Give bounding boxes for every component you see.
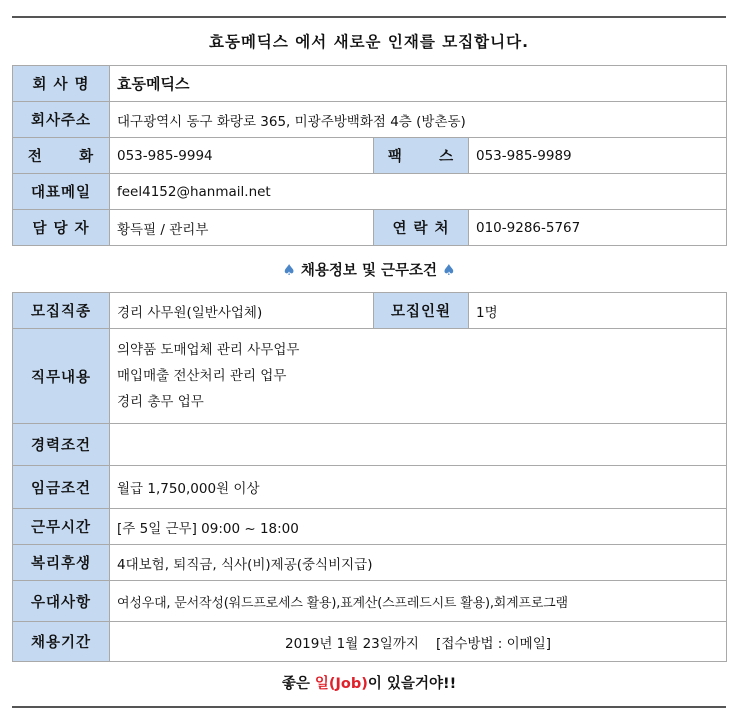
company-address: 대구광역시 동구 화랑로 365, 미광주방백화점 4층 (방촌동) [110, 102, 727, 138]
preference-label: 우대사항 [13, 581, 110, 622]
phone-label: 전 화 [13, 138, 110, 174]
spade-icon: ♠ [282, 261, 296, 279]
slogan-text: 좋은 [281, 676, 315, 692]
table-row [13, 174, 727, 210]
table-row [13, 545, 727, 581]
salary-value: 월급 1,750,000원 이상 [110, 466, 727, 509]
table-row [13, 138, 727, 174]
job-posting [12, 0, 726, 723]
company-info-table [12, 65, 727, 246]
benefits-label: 복리후생 [13, 545, 110, 581]
list-item: 매입매출 전산처리 관리 업무 [117, 368, 287, 384]
preference-value: 여성우대, 문서작성(워드프로세스 활용),표계산(스프레드시트 활용),회계프로그램 [110, 581, 727, 622]
company-name-label: 회 사 명 [13, 66, 110, 102]
fax-label: 팩 스 [374, 138, 469, 174]
manager-label: 담 당 자 [13, 210, 110, 246]
contact-value: 010-9286-5767 [469, 210, 727, 246]
table-row [13, 581, 727, 622]
top-rule [12, 16, 726, 18]
position-label: 모집직종 [13, 293, 110, 329]
table-row [13, 210, 727, 246]
table-row [13, 66, 727, 102]
duties-label: 직무내용 [13, 329, 110, 424]
table-row [13, 466, 727, 509]
table-row [13, 293, 727, 329]
footer-slogan [12, 673, 726, 695]
headcount-value: 1명 [469, 293, 727, 329]
hours-label: 근무시간 [13, 509, 110, 545]
experience-label: 경력조건 [13, 424, 110, 466]
manager-value: 황득필 / 관리부 [110, 210, 374, 246]
posting-title: 효동메딕스 에서 새로운 인재를 모집합니다. [209, 33, 529, 51]
duties-list [110, 329, 727, 424]
table-row [13, 424, 727, 466]
period-value: 2019년 1월 23일까지 [접수방법 : 이메일] [110, 622, 727, 662]
table-row [13, 509, 727, 545]
headcount-label: 모집인원 [374, 293, 469, 329]
company-address-label: 회사주소 [13, 102, 110, 138]
table-row [13, 329, 727, 424]
period-label: 채용기간 [13, 622, 110, 662]
section-title: 채용정보 및 근무조건 [300, 263, 438, 279]
salary-label: 임금조건 [13, 466, 110, 509]
benefits-value: 4대보험, 퇴직금, 식사(비)제공(중식비지급) [110, 545, 727, 581]
fax-value: 053-985-9989 [469, 138, 727, 174]
experience-value [110, 424, 727, 466]
hours-value: [주 5일 근무] 09:00 ~ 18:00 [110, 509, 727, 545]
table-row [13, 622, 727, 662]
table-row [13, 102, 727, 138]
email-value: feel4152@hanmail.net [110, 174, 727, 210]
slogan-text: 이 있을거야!! [367, 676, 457, 692]
spade-icon: ♠ [442, 261, 456, 279]
phone-value: 053-985-9994 [110, 138, 374, 174]
list-item: 의약품 도매업체 관리 사무업무 [117, 342, 300, 358]
company-name: 효동메딕스 [110, 66, 727, 102]
job-conditions-table [12, 292, 727, 662]
list-item: 경리 총무 업무 [117, 394, 204, 410]
bottom-rule [12, 706, 726, 708]
position-value: 경리 사무원(일반사업체) [110, 293, 374, 329]
contact-label: 연 락 처 [374, 210, 469, 246]
section-heading [12, 258, 726, 282]
email-label: 대표메일 [13, 174, 110, 210]
slogan-highlight: 일(Job) [314, 676, 368, 692]
